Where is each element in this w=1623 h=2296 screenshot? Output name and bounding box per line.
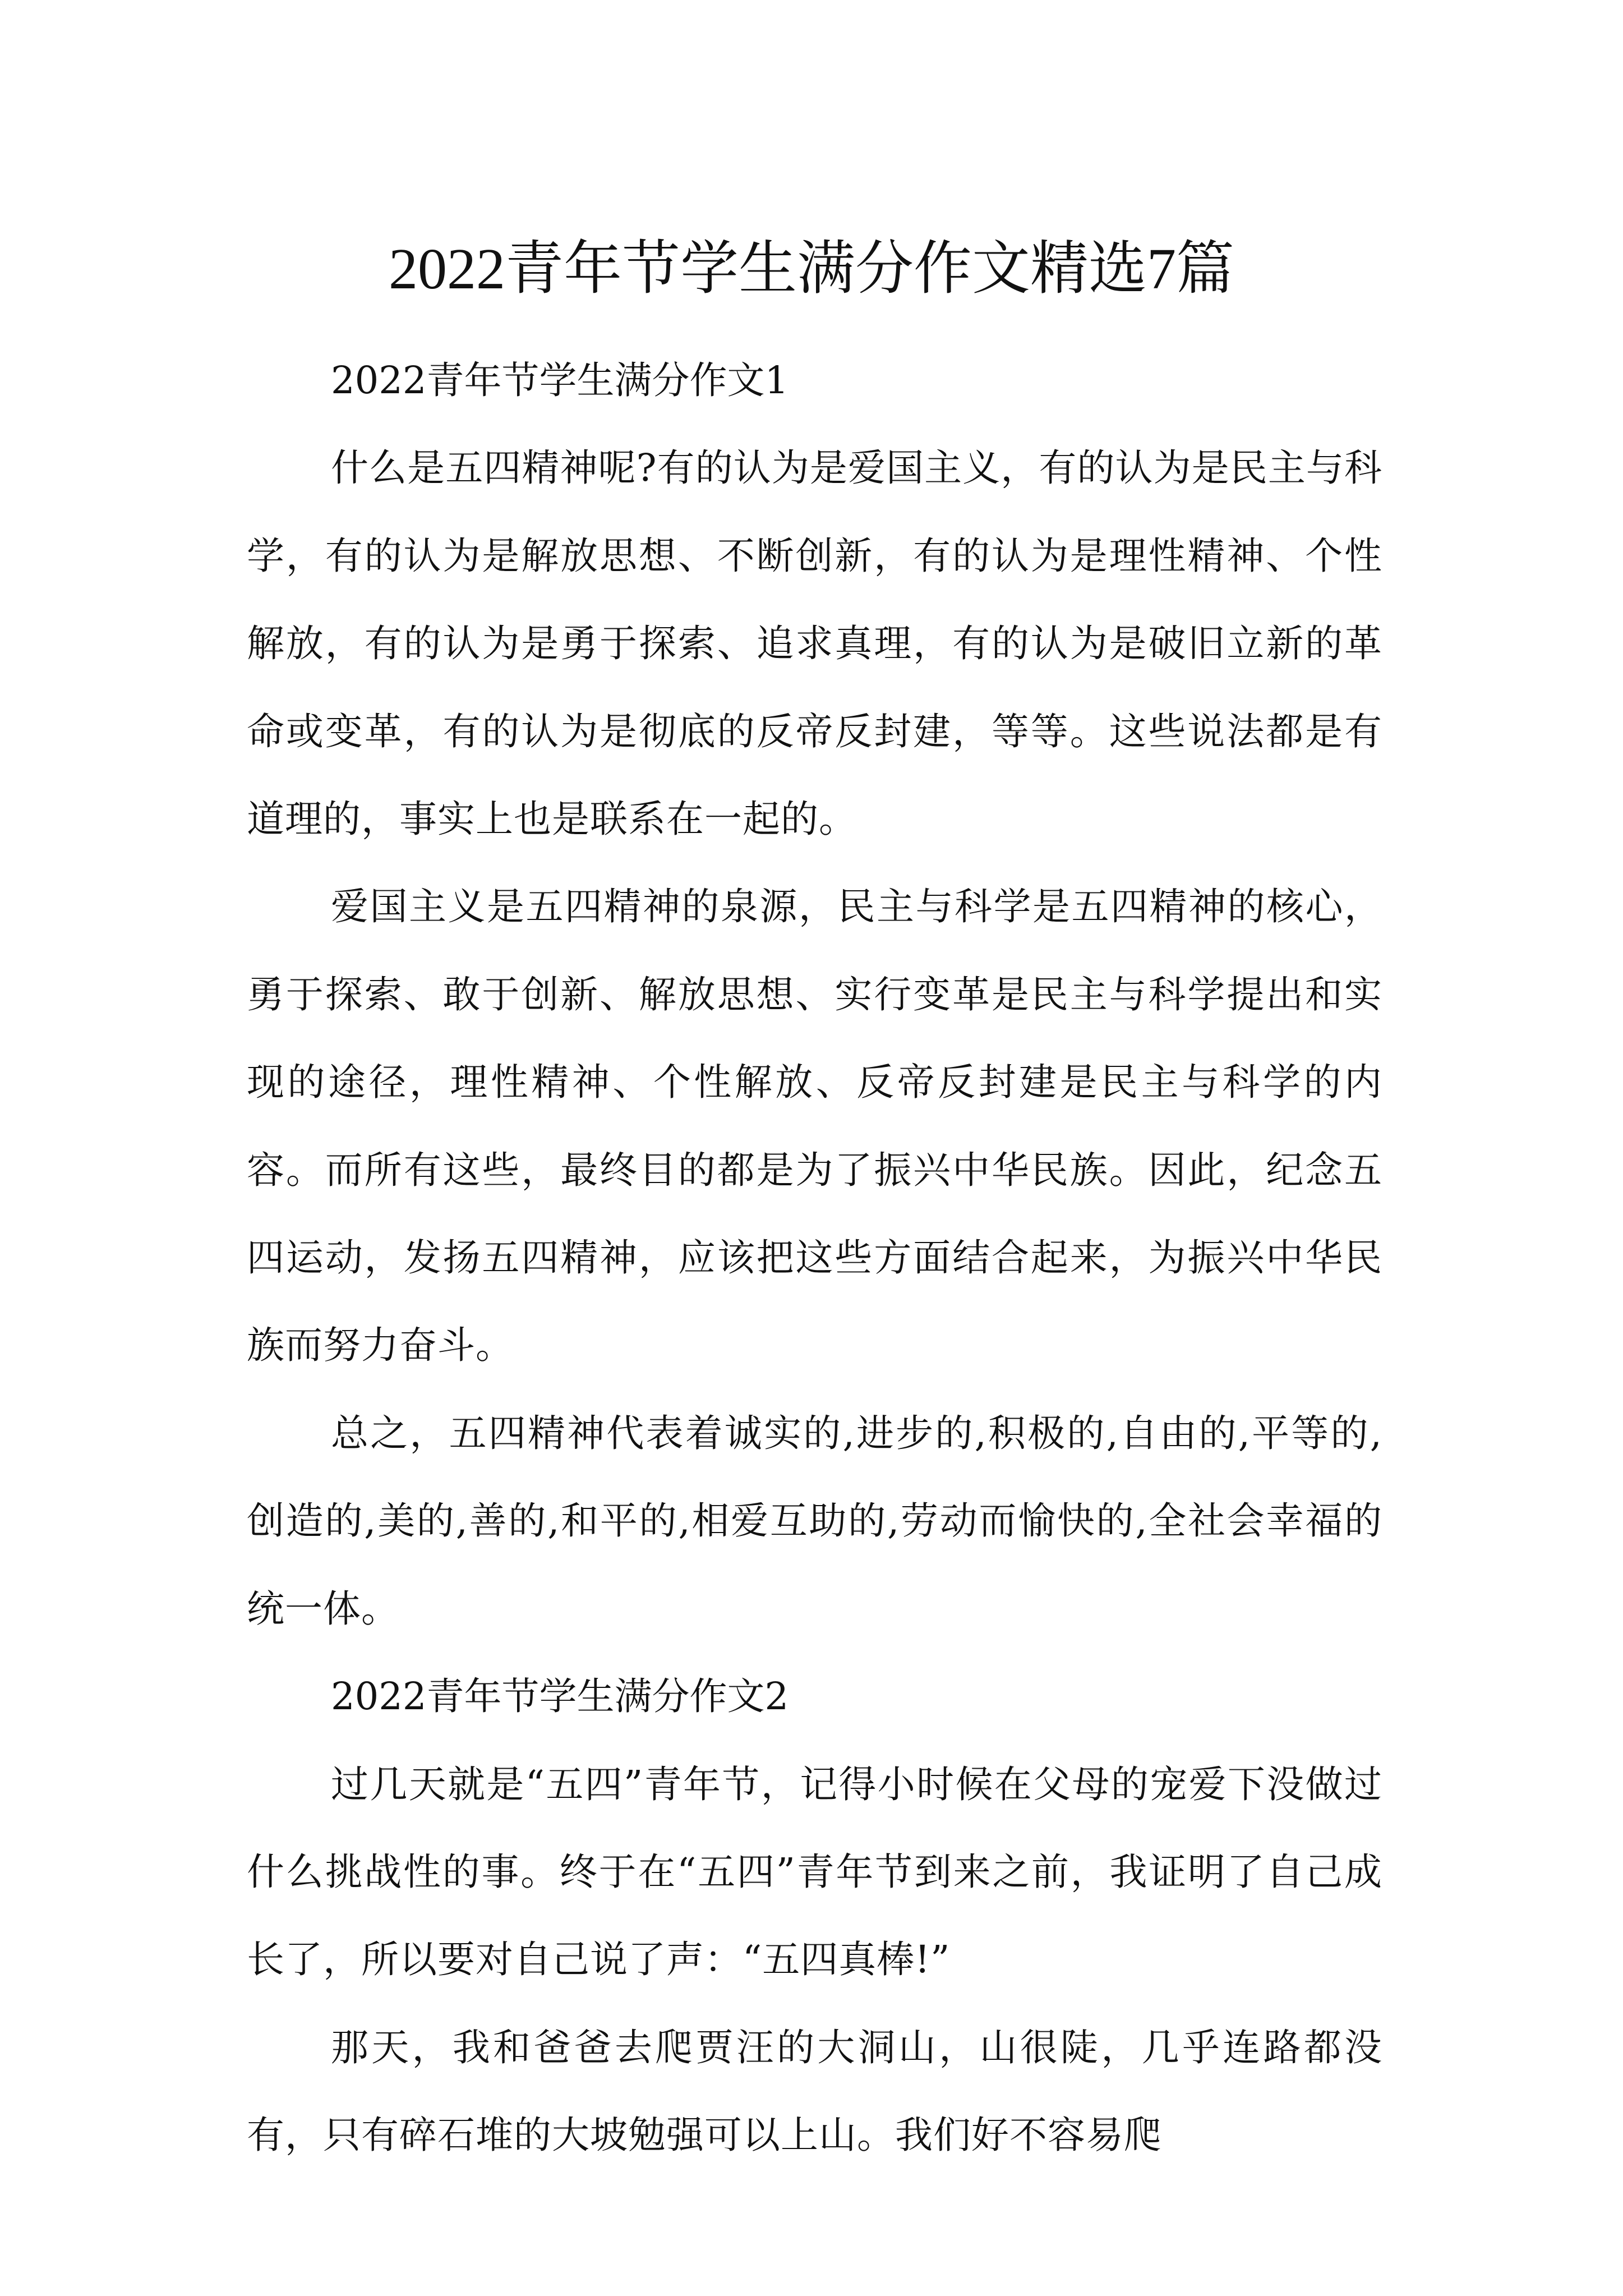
essay-heading-1: 2022青年节学生满分作文1: [331, 358, 789, 402]
essay-2-paragraph-1: 过几天就是“五四”青年节，记得小时候在父母的宠爱下没做过什么挑战性的事。终于在“五四”青年节到来之前，我证明了自己成长了，所以要对自己说了声：“五四真棒!”: [247, 1762, 1382, 1982]
essay-1-paragraph-2: 爱国主义是五四精神的泉源，民主与科学是五四精神的核心，勇于探索、敢于创新、解放思想、实行变革是民主与科学提出和实现的途径，理性精神、个性解放、反帝反封建是民主与科学的内容。而所有这些，最终目的都是为了振兴中华民族。因此，纪念五四运动，发扬五四精神，应该把这些方面结合起来，为振兴中华民族而努力奋斗。: [247, 885, 1382, 1368]
essay-1-paragraph-3: 总之，五四精神代表着诚实的,进步的,积极的,自由的,平等的,创造的,美的,善的,和平的,相爱互助的,劳动而愉快的,全社会幸福的统一体。: [247, 1411, 1382, 1631]
essay-1-paragraph-1: 什么是五四精神呢?有的认为是爱国主义，有的认为是民主与科学，有的认为是解放思想、不断创新，有的认为是理性精神、个性解放，有的认为是勇于探索、追求真理，有的认为是破旧立新的革命或变革，有的认为是彻底的反帝反封建，等等。这些说法都是有道理的，事实上也是联系在一起的。: [247, 446, 1382, 841]
document-body: [247, 337, 1382, 2179]
essay-heading-2: 2022青年节学生满分作文2: [331, 1674, 789, 1719]
essay-2-paragraph-2: 那天，我和爸爸去爬贾汪的大洞山，山很陡，几乎连路都没有，只有碎石堆的大坡勉强可以上山。我们好不容易爬: [247, 2025, 1382, 2157]
document-title: 2022青年节学生满分作文精选7篇: [388, 236, 1234, 301]
